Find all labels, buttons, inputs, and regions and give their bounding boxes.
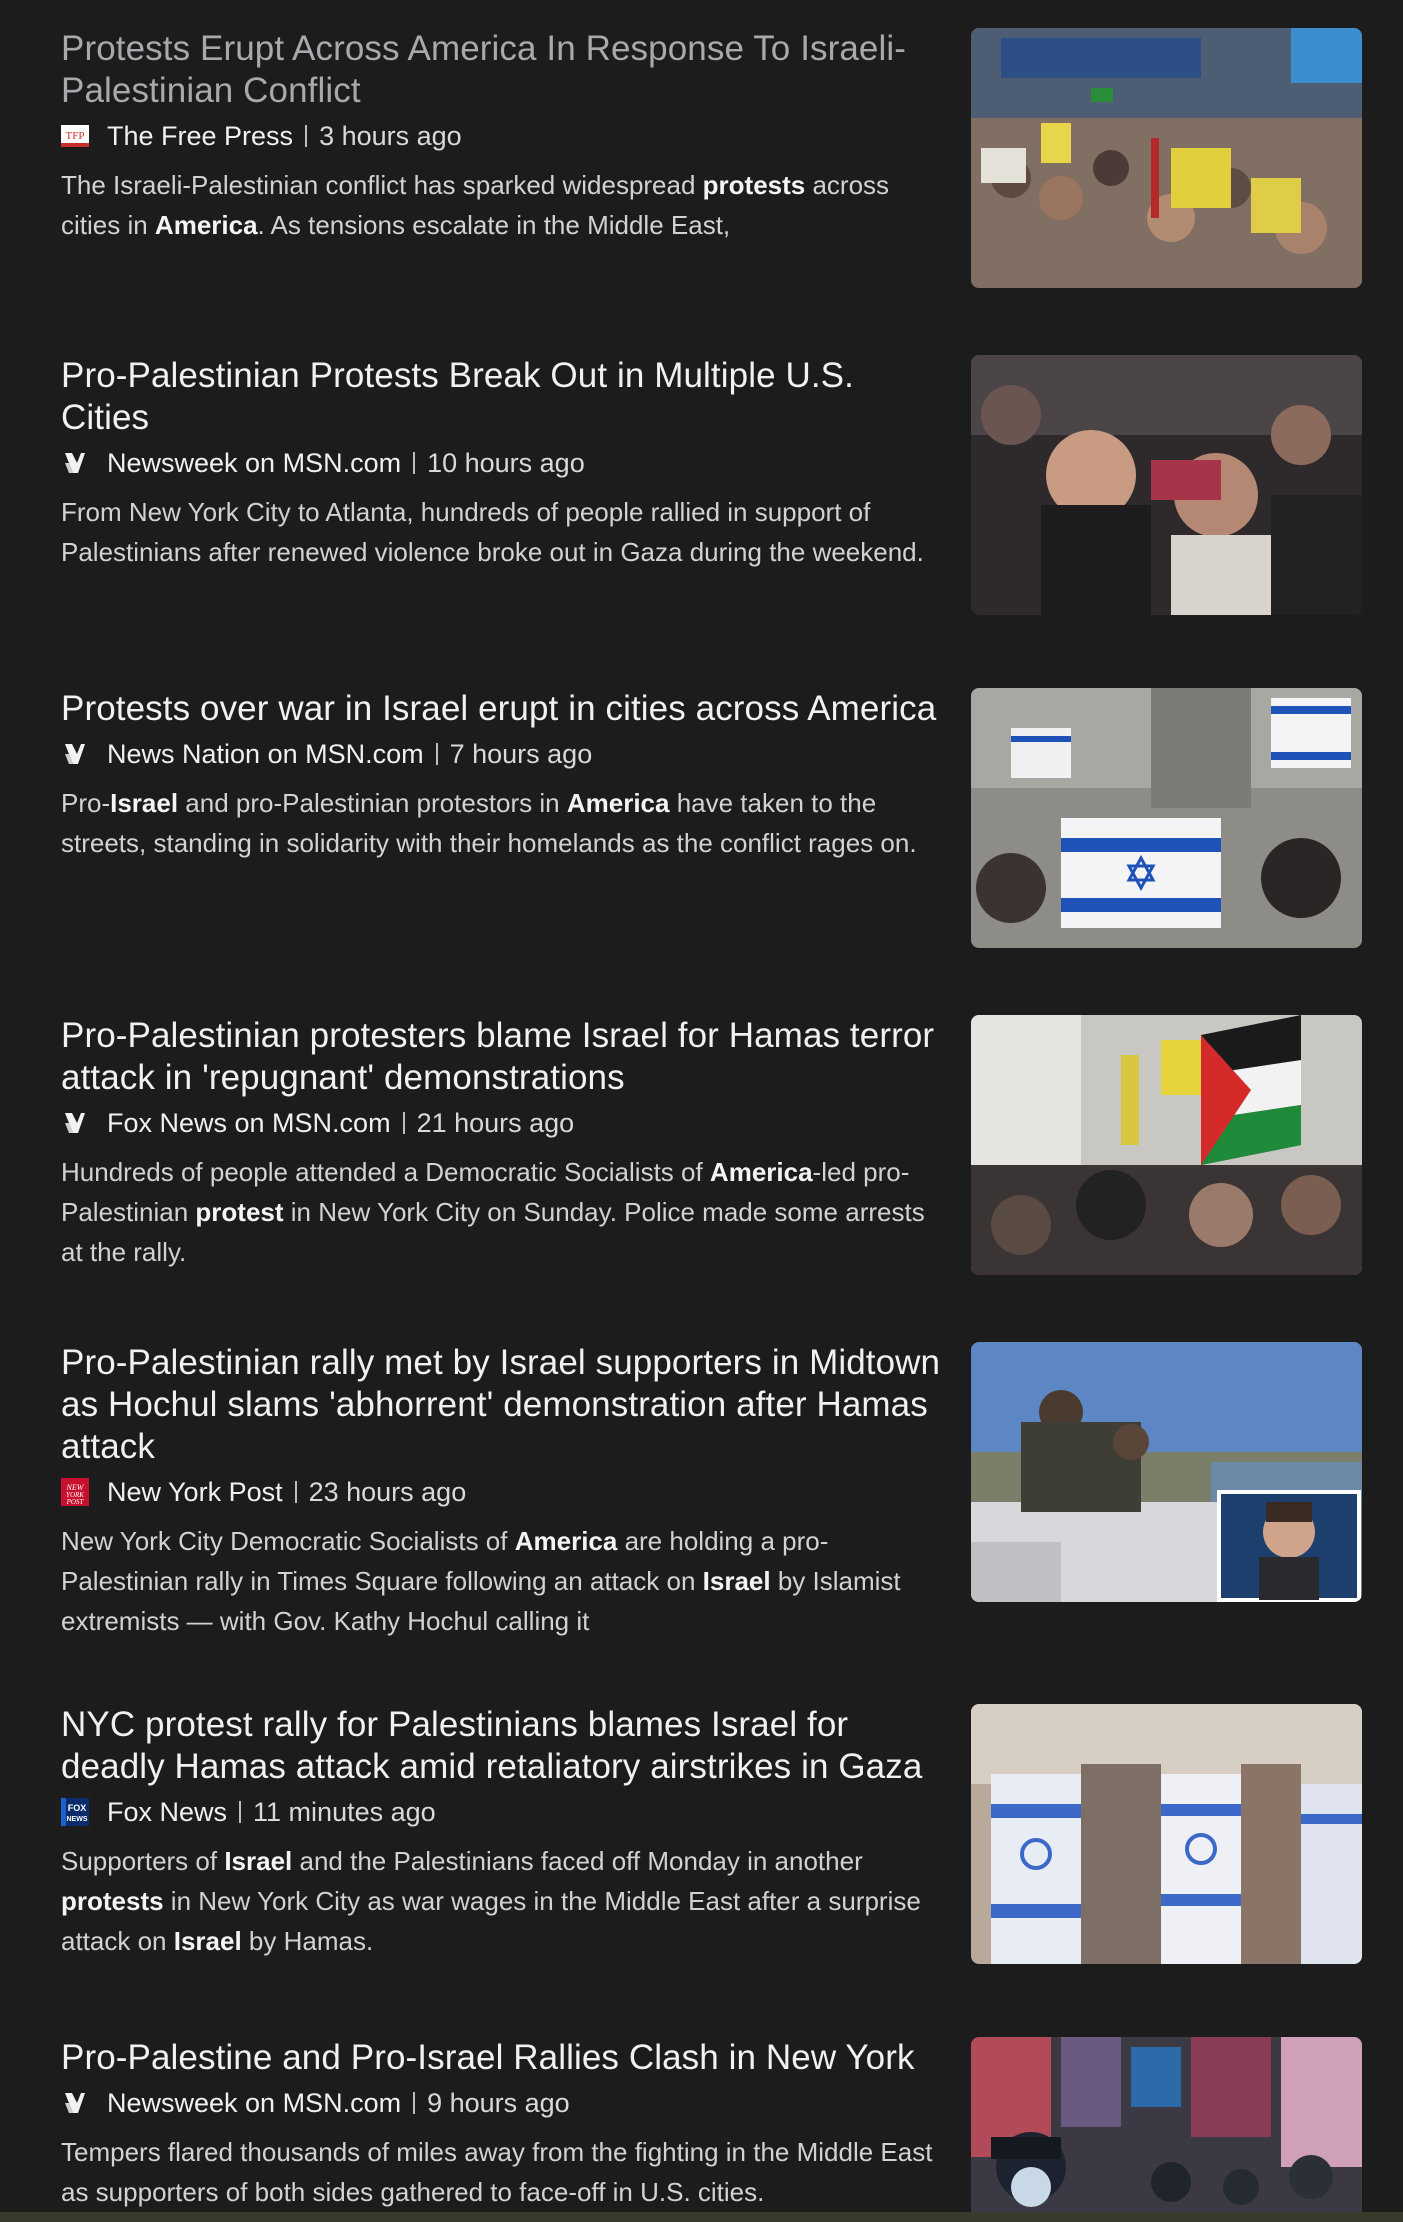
article-thumbnail[interactable] — [971, 688, 1362, 948]
meta-divider — [436, 743, 438, 765]
meta-divider — [403, 1112, 405, 1134]
article-meta — [61, 1794, 946, 1830]
meta-divider — [413, 2092, 415, 2114]
article-snippet — [61, 1841, 946, 1961]
snippet-highlight: America — [514, 1526, 618, 1556]
article-time: 3 hours ago — [319, 120, 462, 151]
news-card-text — [61, 1342, 946, 1641]
snippet-text: . As tensions escalate in the Middle East, — [257, 210, 731, 240]
msn-logo-icon — [61, 2089, 89, 2117]
snippet-highlight: America — [566, 788, 670, 818]
snippet-text: by Islamist extremists — with Gov. Kathy Hochul calling it — [61, 1566, 901, 1636]
svg-text:NEWS: NEWS — [66, 1816, 88, 1823]
protest-crowd-signs-image — [971, 28, 1362, 288]
snippet-text: The Israeli-Palestinian conflict has sparked widespread — [61, 170, 703, 200]
article-source[interactable]: Newsweek on MSN.com — [107, 447, 402, 478]
article-snippet — [61, 1152, 946, 1272]
snippet-highlight: protest — [195, 1197, 284, 1227]
snippet-text: and the Palestinians faced off Monday in another — [292, 1846, 863, 1876]
article-time: 11 minutes ago — [253, 1796, 436, 1827]
article-meta — [61, 118, 946, 154]
blurred-israel-flags-image — [971, 1704, 1362, 1964]
svg-text:YORK: YORK — [66, 1491, 84, 1499]
msn-logo-icon — [61, 740, 89, 768]
article-thumbnail[interactable] — [971, 1704, 1362, 1964]
svg-text:FOX: FOX — [67, 1803, 87, 1813]
article-time: 10 hours ago — [427, 447, 585, 478]
article-headline-link[interactable]: Pro-Palestinian protesters blame Israel for Hamas terror attack in 'repugnant' demonstrations — [61, 1016, 935, 1097]
snippet-text: Pro- — [61, 788, 111, 818]
meta-divider — [239, 1801, 241, 1823]
article-source[interactable]: Newsweek on MSN.com — [107, 2087, 402, 2118]
snippet-highlight: Israel — [173, 1926, 242, 1956]
article-headline-link[interactable]: Pro-Palestinian Protests Break Out in Multiple U.S. Cities — [61, 356, 854, 437]
article-source[interactable]: Fox News on MSN.com — [107, 1107, 391, 1138]
snippet-highlight: Israel — [224, 1846, 293, 1876]
article-time: 7 hours ago — [449, 738, 593, 769]
snippet-text: by Hamas. — [241, 1926, 374, 1956]
meta-divider — [305, 125, 307, 147]
snippet-text: New York City Democratic Socialists of — [61, 1526, 515, 1556]
snippet-highlight: protests — [702, 170, 806, 200]
nypost-logo-icon — [61, 1478, 89, 1506]
article-headline-link[interactable]: Protests over war in Israel erupt in cities across America — [61, 689, 937, 728]
article-meta — [61, 736, 946, 772]
article-thumbnail[interactable] — [971, 1015, 1362, 1275]
snippet-text: and pro-Palestinian protestors in — [178, 788, 567, 818]
news-card-text — [61, 1704, 946, 1961]
truck-and-hochul-inset-image — [971, 1342, 1362, 1602]
meta-divider — [413, 452, 415, 474]
article-snippet — [61, 492, 946, 572]
news-card-text — [61, 28, 946, 245]
article-meta — [61, 1474, 946, 1510]
msn-logo-icon — [61, 449, 89, 477]
foxnews-logo-icon — [61, 1798, 89, 1826]
snippet-text: -led pro-Palestinian — [61, 1157, 910, 1227]
times-square-police-image — [971, 2037, 1362, 2212]
article-snippet — [61, 1521, 946, 1641]
article-snippet — [61, 165, 946, 245]
snippet-text: Hundreds of people attended a Democratic Socialists of — [61, 1157, 710, 1187]
news-card-text — [61, 688, 946, 863]
meta-divider — [295, 1481, 297, 1503]
article-headline-link[interactable]: NYC protest rally for Palestinians blames Israel for deadly Hamas attack amid retaliatory airstrikes in Gaza — [61, 1705, 923, 1786]
snippet-text: in New York City on Sunday. Police made some arrests at the rally. — [61, 1197, 925, 1267]
article-headline-link[interactable]: Protests Erupt Across America In Response To Israeli-Palestinian Conflict — [61, 29, 907, 110]
svg-text:NEW: NEW — [66, 1483, 84, 1492]
svg-text:TFP: TFP — [65, 130, 85, 142]
article-meta — [61, 1105, 946, 1141]
article-source[interactable]: Fox News — [107, 1796, 228, 1827]
article-time: 21 hours ago — [416, 1107, 575, 1138]
article-thumbnail[interactable] — [971, 28, 1362, 288]
snippet-text: are holding a pro-Palestinian rally in Times Square following an attack on — [61, 1526, 829, 1596]
article-time: 23 hours ago — [308, 1476, 467, 1507]
article-snippet — [61, 783, 946, 863]
snippet-text: in New York City as war wages in the Middle East after a surprise attack on — [61, 1886, 921, 1956]
snippet-highlight: America — [154, 210, 258, 240]
snippet-highlight: America — [709, 1157, 813, 1187]
article-source[interactable]: The Free Press — [107, 120, 294, 151]
news-card-text — [61, 2037, 946, 2212]
article-thumbnail[interactable] — [971, 355, 1362, 615]
snippet-text: across cities in — [61, 170, 890, 240]
palestinian-flags-protest-image — [971, 1015, 1362, 1275]
article-snippet — [61, 2132, 946, 2212]
tfp-logo-icon — [61, 122, 89, 150]
protesters-shouting-image — [971, 355, 1362, 615]
snippet-text: Tempers flared thousands of miles away from the fighting in the Middle East as supporters of both sides gathered to face-off in U.S. cities. — [61, 2137, 933, 2207]
article-source[interactable]: News Nation on MSN.com — [107, 738, 424, 769]
article-thumbnail[interactable] — [971, 2037, 1362, 2212]
snippet-highlight: protests — [61, 1886, 164, 1916]
snippet-text: Supporters of — [61, 1846, 225, 1876]
article-source[interactable]: New York Post — [107, 1476, 283, 1507]
article-time: 9 hours ago — [427, 2087, 570, 2118]
article-thumbnail[interactable] — [971, 1342, 1362, 1602]
article-headline-link[interactable]: Pro-Palestine and Pro-Israel Rallies Clash in New York — [61, 2038, 915, 2077]
news-card-text — [61, 355, 946, 572]
snippet-highlight: Israel — [110, 788, 179, 818]
bottom-edge-bar — [0, 2212, 1403, 2222]
news-card-text — [61, 1015, 946, 1272]
israel-flags-rally-image — [971, 688, 1362, 948]
article-meta — [61, 2085, 946, 2121]
snippet-highlight: Israel — [702, 1566, 771, 1596]
snippet-text: have taken to the streets, standing in solidarity with their homelands as the conflict rages on. — [61, 788, 917, 858]
svg-text:POST: POST — [66, 1498, 84, 1506]
article-meta — [61, 445, 946, 481]
msn-logo-icon — [61, 1109, 89, 1137]
article-headline-link[interactable]: Pro-Palestinian rally met by Israel supporters in Midtown as Hochul slams 'abhorrent' demonstration after Hamas attack — [61, 1343, 941, 1466]
snippet-text: From New York City to Atlanta, hundreds of people rallied in support of Palestinians after renewed violence broke out in Gaza during the weekend. — [61, 497, 924, 567]
